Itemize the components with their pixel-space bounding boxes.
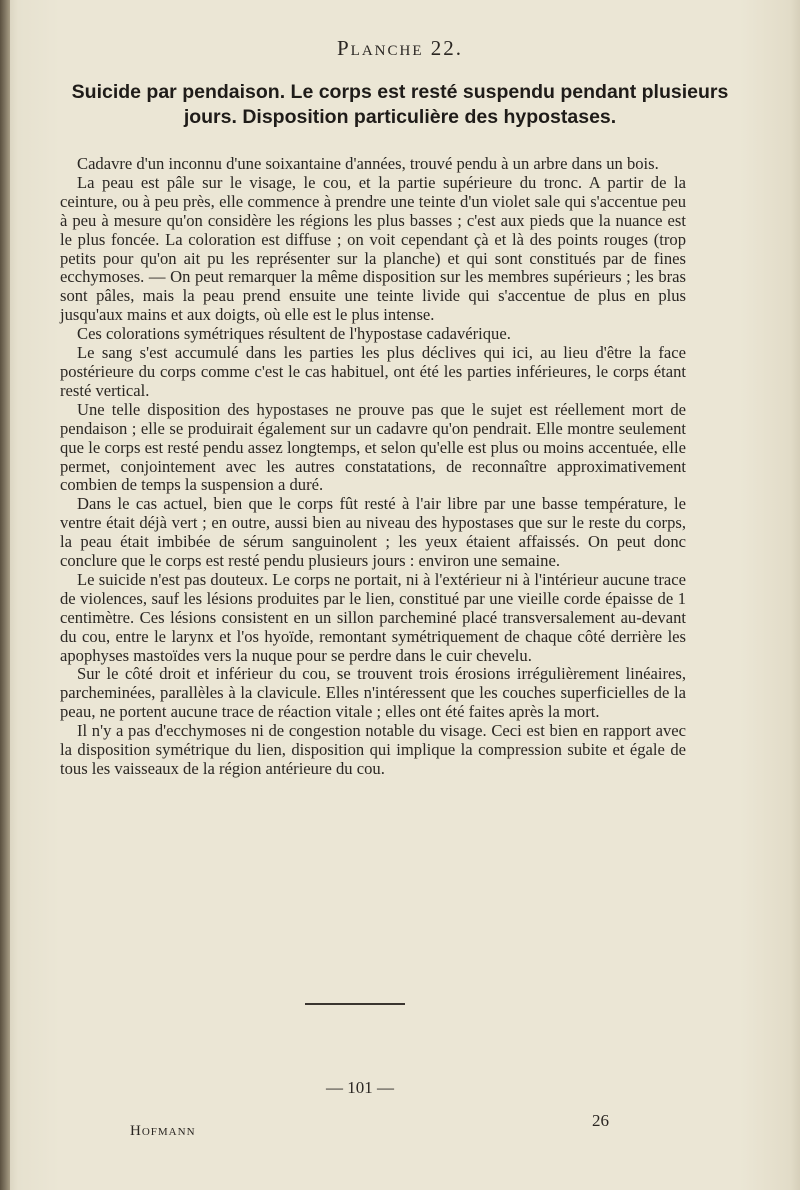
paragraph: Le suicide n'est pas douteux. Le corps ne portait, ni à l'extérieur ni à l'intérieur aucune trace de violences, sauf les lésions produites par le lien, constitué par une vieille corde épaisse de 1 centimètre. Ces lésions consistent en un sillon parcheminé placé transversalement au-devant du cou, entre le larynx et l'os hyoïde, remontant symétriquement de chaque côté derrière les apophyses mastoïdes vers la nuque pour se perdre dans le cuir chevelu. — [60, 569, 686, 665]
publisher-name: Hofmann — [130, 1123, 196, 1139]
paragraph: Ces colorations symétriques résultent de l'hypostase cadavérique. — [77, 324, 511, 344]
paragraph: Dans le cas actuel, bien que le corps fût resté à l'air libre par une basse température, le ventre était déjà vert ; en outre, aussi bien au niveau des hypostases que sur le reste du corps, la peau était imbibée de sérum sanguinolent ; les yeux étaient affaissés. On peut donc conclure que le corps est resté pendu plusieurs jours : environ une semaine. — [60, 494, 686, 571]
paragraph: Cadavre d'un inconnu d'une soixantaine d'années, trouvé pendu à un arbre dans un bois. — [77, 154, 659, 173]
paragraph: Sur le côté droit et inférieur du cou, se trouvent trois érosions irrégulièrement linéaires, parcheminées, parallèles à la clavicule. Elles n'intéressent que les couches superficielles de la peau, ne portent aucune trace de réaction vitale ; elles ont été faites après la mort. — [60, 664, 686, 722]
paragraph: Le sang s'est accumulé dans les parties les plus déclives qui ici, au lieu d'être la face postérieure du corps comme c'est le cas habituel, ont été les parties inférieures, le corps étant resté vertical. — [60, 343, 686, 400]
page-number: — 101 — — [326, 1078, 394, 1097]
paragraph: Une telle disposition des hypostases ne prouve pas que le sujet est réellement mort de pendaison ; elle se produirait également sur un cadavre qu'on pendrait. Elle montre seulement que le corps est resté pendu assez longtemps, et selon qu'elle est plus ou moins accentuée, elle permet, conjointement avec les autres constatations, de reconnaître approximativement combien de temps la suspension a duré. — [60, 399, 686, 495]
plate-label: Planche 22. — [336, 36, 463, 60]
signature-mark: 26 — [592, 1111, 609, 1130]
section-divider — [305, 1003, 405, 1005]
book-binding-edge — [0, 0, 10, 1190]
page-title: Suicide par pendaison. Le corps est resté suspendu pendant plusieurs jours. Disposition particulière des hypostases. — [71, 81, 729, 128]
paragraph: La peau est pâle sur le visage, le cou, et la partie supérieure du tronc. A partir de la ceinture, ou à peu près, elle commence à prendre une teinte d'un violet sale qui s'accentue peu à peu à mesure qu'on considère les régions les plus basses ; c'est aux pieds que la nuance est le plus foncée. La coloration est diffuse ; on voit cependant çà et là des points rouges (trop petits pour qu'on ait pu les représenter sur la planche) et qui sont constitués par de fines ecchymoses. — On peut remarquer la même disposition sur les membres supérieurs ; les bras sont pâles, mais la peau prend ensuite une teinte livide qui s'accentue de plus en plus jusqu'aux mains et aux doigts, où elle est le plus intense. — [60, 172, 686, 325]
body-text — [60, 155, 686, 779]
paragraph: Il n'y a pas d'ecchymoses ni de congestion notable du visage. Ceci est bien en rapport avec la disposition symétrique du lien, disposition qui implique la compression subite et égale de tous les vaisseaux de la région antérieure du cou. — [60, 721, 686, 778]
